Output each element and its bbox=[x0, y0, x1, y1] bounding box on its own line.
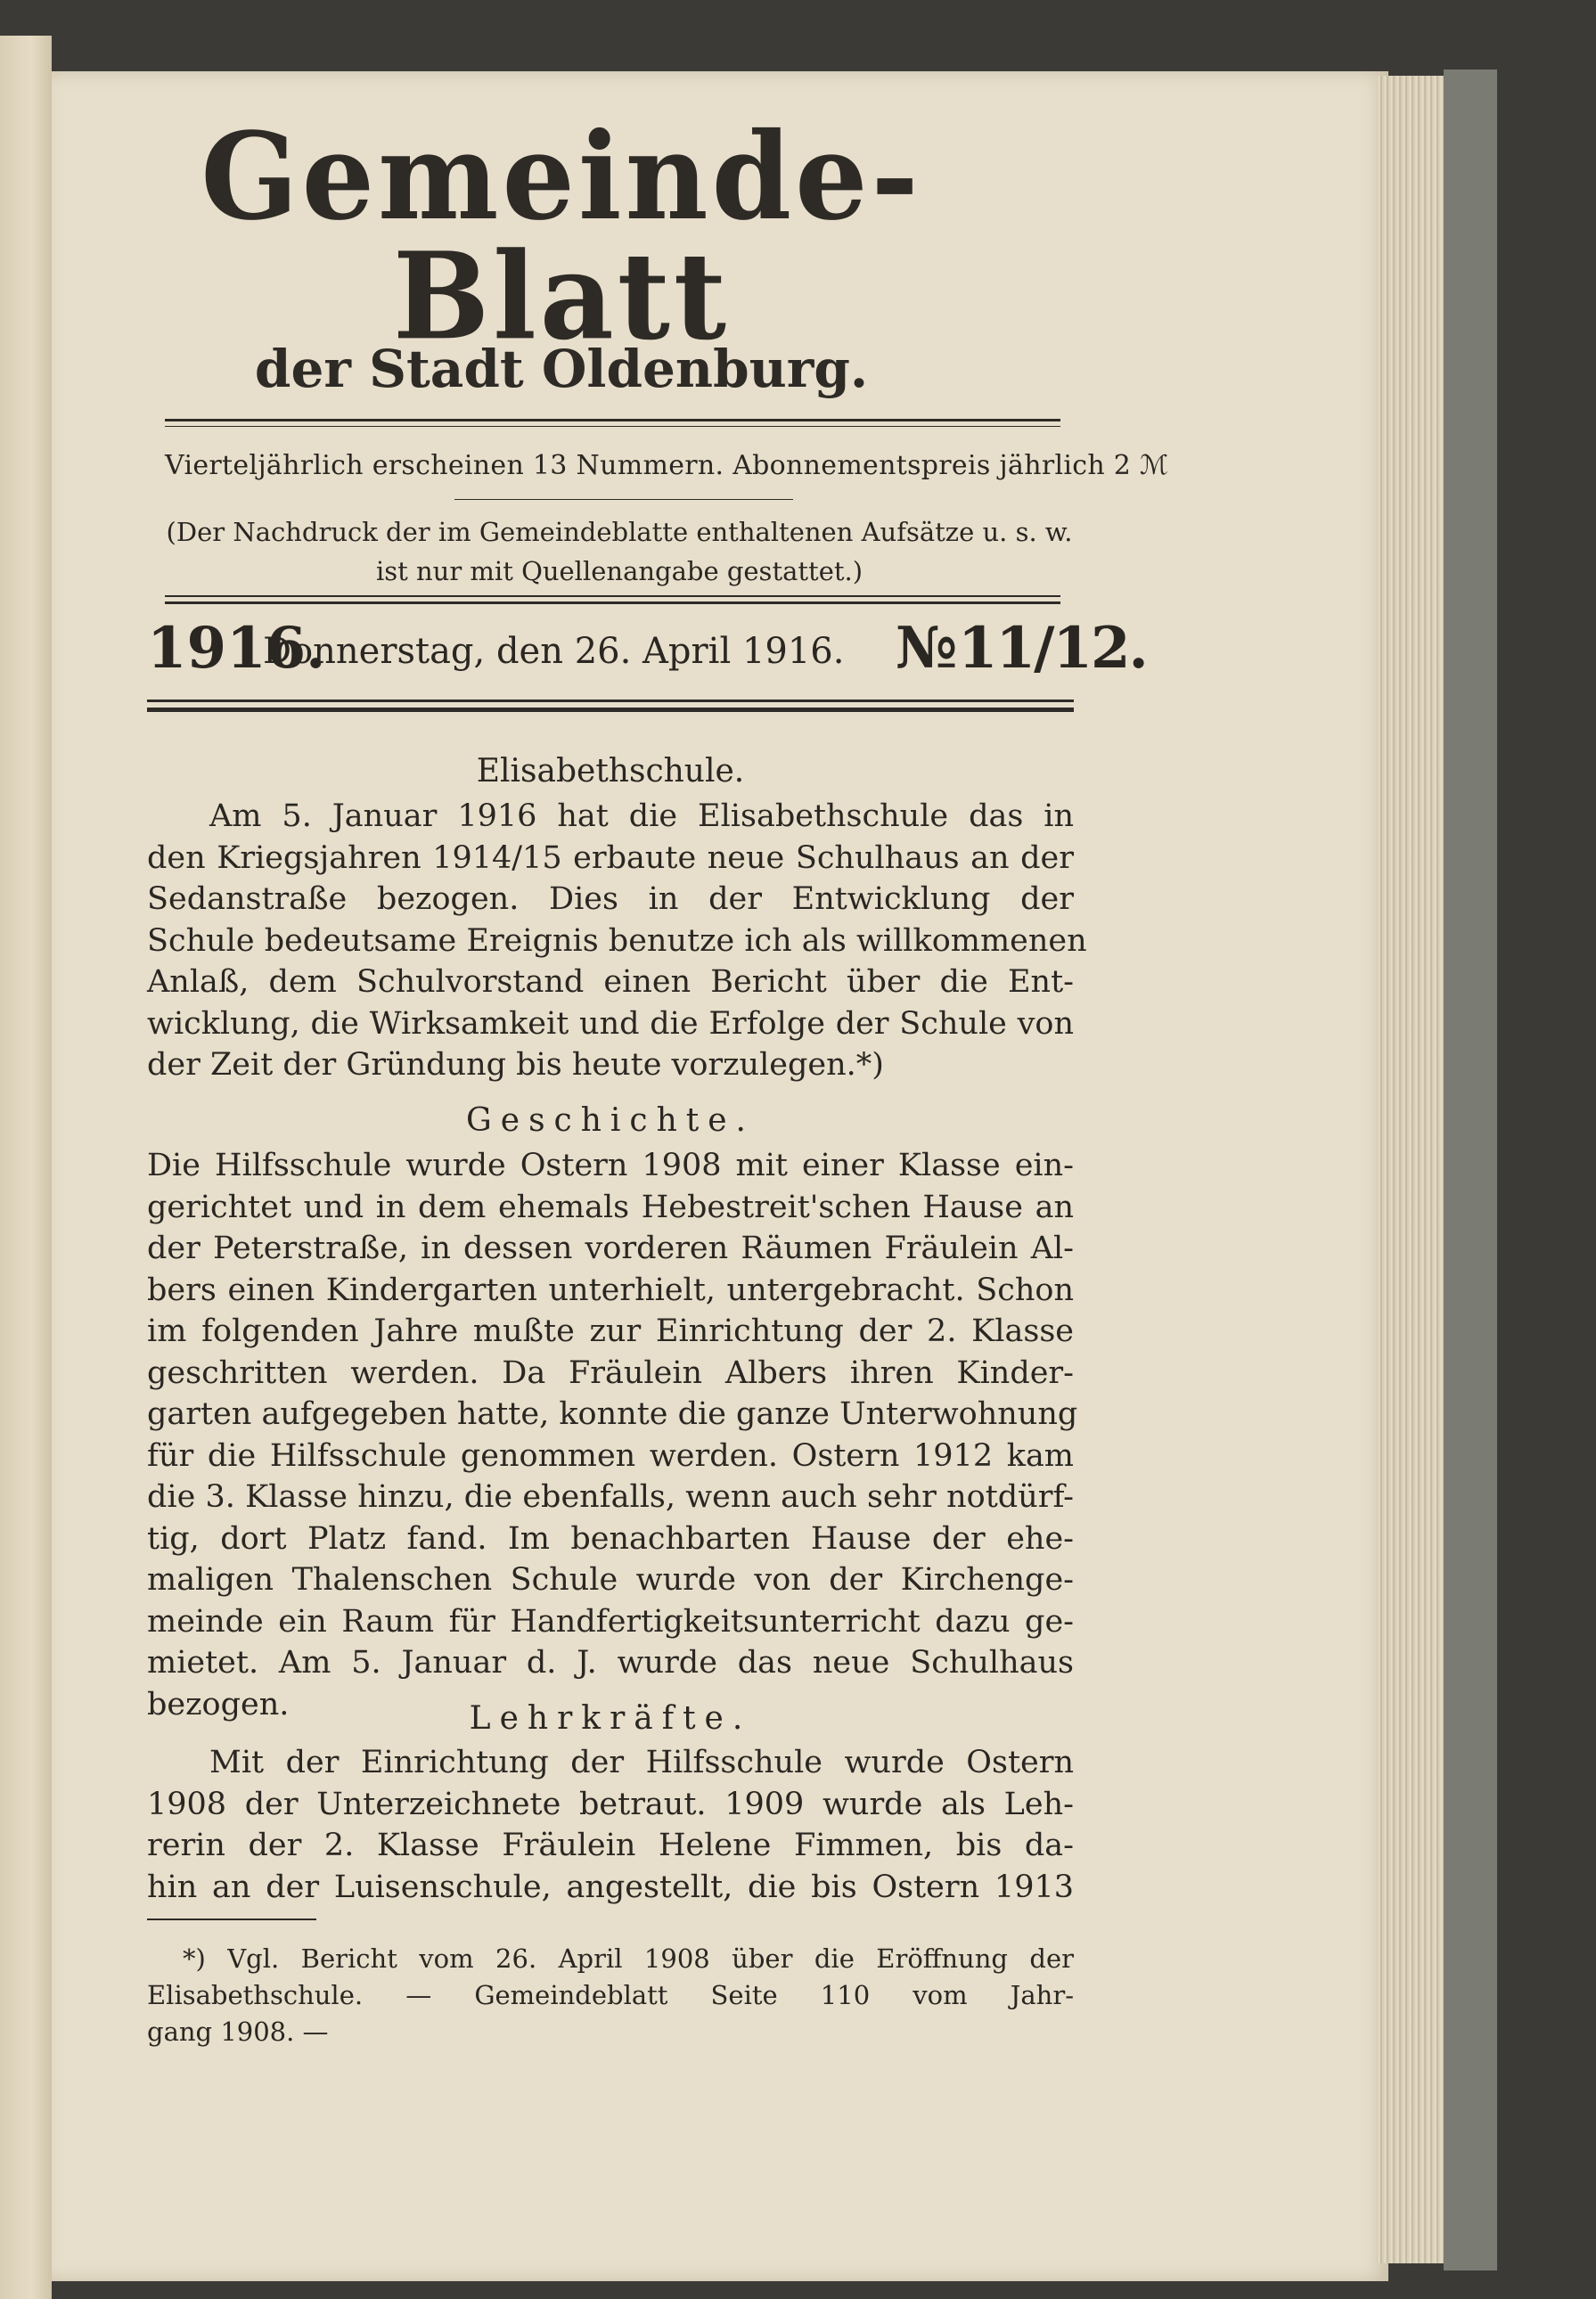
text-line: der Zeit der Gründung bis heute vorzulegen.*) bbox=[147, 1047, 884, 1083]
masthead-subtitle: der Stadt Oldenburg. bbox=[254, 339, 869, 399]
article-heading: Elisabethschule. bbox=[476, 753, 745, 790]
teachers-paragraph bbox=[147, 1742, 1074, 1908]
text-line: Schule bedeutsame Ereignis benutze ich als willkommenen bbox=[147, 922, 1087, 959]
text-line: bezogen. bbox=[147, 1686, 290, 1722]
text-line: maligen Thalenschen Schule wurde von der Kirchenge- bbox=[147, 1562, 1074, 1598]
dateline-date: Donnerstag, den 26. April 1916. bbox=[263, 631, 845, 672]
text-line: hin an der Luisenschule, angestellt, die bis Ostern 1913 bbox=[147, 1869, 1074, 1905]
text-line: den Kriegsjahren 1914/15 erbaute neue Schulhaus an der bbox=[147, 839, 1074, 876]
text-line: für die Hilfsschule genommen werden. Ostern 1912 kam bbox=[147, 1437, 1074, 1474]
text-line: Sedanstraße bezogen. Dies in der Entwicklung der bbox=[147, 881, 1074, 917]
rule-mid-2 bbox=[165, 601, 1060, 604]
text-line: Am 5. Januar 1916 hat die Elisabethschule das in bbox=[209, 798, 1074, 834]
rule-bottom-1 bbox=[147, 700, 1074, 702]
text-line: Mit der Einrichtung der Hilfsschule wurde Ostern bbox=[209, 1745, 1074, 1780]
rule-mid-1 bbox=[165, 595, 1060, 597]
intro-paragraph bbox=[147, 796, 1087, 1086]
masthead-title: Gemeinde-Blatt bbox=[201, 107, 922, 367]
section-heading-lehrkraefte: Lehrkräfte. bbox=[469, 1700, 752, 1737]
page-stack-edge bbox=[1377, 76, 1444, 2263]
reprint-note-line-2: ist nur mit Quellenangabe gestattet.) bbox=[375, 556, 863, 586]
footnote-line: gang 1908. — bbox=[147, 2017, 329, 2047]
text-line: geschritten werden. Da Fräulein Albers ihren Kinder- bbox=[147, 1354, 1074, 1391]
dateline bbox=[147, 615, 1147, 704]
text-line: Die Hilfsschule wurde Ostern 1908 mit einer Klasse ein- bbox=[147, 1148, 1074, 1183]
section-heading-geschichte: Geschichte. bbox=[466, 1102, 755, 1139]
text-line: der Peterstraße, in dessen vorderen Räumen Fräulein Al- bbox=[147, 1231, 1074, 1266]
issue-number: 11/12. bbox=[958, 615, 1147, 682]
text-line: bers einen Kindergarten unterhielt, untergebracht. Schon bbox=[147, 1272, 1074, 1308]
text-line: gerichtet und in dem ehemals Hebestreit'schen Hause an bbox=[147, 1189, 1074, 1225]
text-line: im folgenden Jahre mußte zur Einrichtung der 2. Klasse bbox=[147, 1313, 1074, 1349]
book-cover bbox=[1444, 70, 1497, 2270]
text-line: die 3. Klasse hinzu, die ebenfalls, wenn auch sehr notdürf- bbox=[147, 1479, 1074, 1515]
subscription-line: Vierteljährlich erscheinen 13 Nummern. Abonnementspreis jährlich 2 ℳ bbox=[165, 450, 1169, 481]
text-line: rerin der 2. Klasse Fräulein Helene Fimmen, bis da- bbox=[147, 1828, 1074, 1863]
history-paragraph bbox=[147, 1145, 1078, 1725]
text-line: 1908 der Unterzeichnete betraut. 1909 wurde als Leh- bbox=[147, 1786, 1074, 1822]
rule-bottom-2 bbox=[147, 708, 1074, 712]
rule-short bbox=[454, 499, 793, 500]
rule-top-thin bbox=[165, 426, 1060, 427]
footnote-line: *) Vgl. Bericht vom 26. April 1908 über die Eröffnung der bbox=[183, 1943, 1074, 1974]
footnote-line: Elisabethschule. — Gemeindeblatt Seite 110 vom Jahr- bbox=[147, 1980, 1074, 2010]
text-line: mietet. Am 5. Januar d. J. wurde das neue Schulhaus bbox=[147, 1645, 1074, 1681]
number-sign: № bbox=[896, 615, 958, 682]
text-line: Anlaß, dem Schulvorstand einen Bericht über die Ent- bbox=[147, 964, 1074, 1000]
left-page-edge bbox=[0, 36, 52, 2299]
reprint-note bbox=[165, 512, 1074, 591]
text-line: wicklung, die Wirksamkeit und die Erfolge der Schule von bbox=[147, 1005, 1074, 1042]
text-line: meinde ein Raum für Handfertigkeitsunterricht dazu ge- bbox=[147, 1603, 1074, 1640]
text-line: garten aufgegeben hatte, konnte die ganze Unterwohnung bbox=[147, 1396, 1078, 1432]
reprint-note-line-1: (Der Nachdruck der im Gemeindeblatte enthaltenen Aufsätze u. s. w. bbox=[166, 517, 1073, 547]
footnote bbox=[147, 1941, 1074, 2050]
text-line: tig, dort Platz fand. Im benachbarten Hause der ehe- bbox=[147, 1520, 1074, 1557]
dateline-year: 1916. bbox=[147, 615, 326, 682]
rule-top-thick bbox=[165, 419, 1060, 421]
footnote-rule bbox=[147, 1919, 316, 1920]
